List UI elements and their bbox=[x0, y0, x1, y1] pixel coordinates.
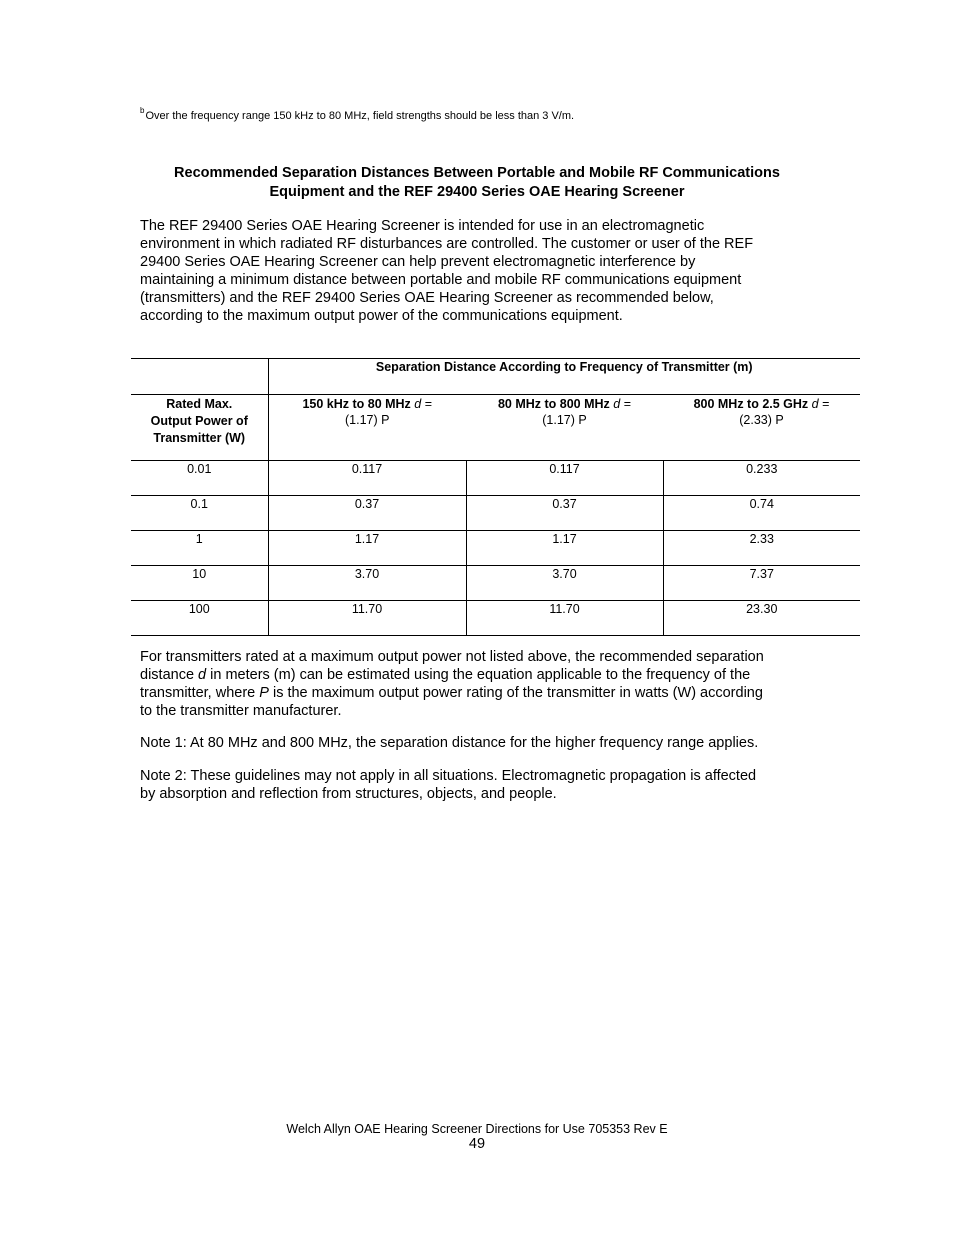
table-header-row bbox=[131, 395, 860, 461]
table-corner-cell bbox=[131, 359, 268, 395]
power-cell: 0.1 bbox=[131, 496, 268, 531]
power-cell: 1 bbox=[131, 531, 268, 566]
power-cell: 100 bbox=[131, 601, 268, 636]
estimation-paragraph bbox=[140, 648, 820, 720]
column-formula: (2.33) P bbox=[739, 413, 784, 427]
section-title bbox=[140, 164, 814, 202]
intro-line: maintaining a minimum distance between portable and mobile RF communications equipment bbox=[140, 272, 742, 288]
column-d-symbol: d bbox=[414, 397, 422, 411]
separation-distance-table bbox=[131, 358, 860, 636]
column-formula: (1.17) P bbox=[542, 413, 587, 427]
distance-cell: 0.74 bbox=[663, 496, 860, 531]
intro-line: 29400 Series OAE Hearing Screener can help prevent electromagnetic interference by bbox=[140, 254, 696, 270]
distance-cell: 1.17 bbox=[268, 531, 466, 566]
distance-cell: 2.33 bbox=[663, 531, 860, 566]
distance-cell: 0.117 bbox=[466, 461, 663, 496]
distance-cell: 3.70 bbox=[268, 566, 466, 601]
column-d-symbol: d bbox=[613, 397, 621, 411]
table-row bbox=[131, 531, 860, 566]
footnote bbox=[140, 106, 575, 122]
intro-line: according to the maximum output power of the communications equipment. bbox=[140, 308, 623, 324]
text-span: in meters (m) can be estimated using the equation applicable to the frequency of the bbox=[206, 667, 751, 683]
column-equals: = bbox=[424, 397, 433, 411]
distance-cell: 11.70 bbox=[466, 601, 663, 636]
section-title-line: Equipment and the REF 29400 Series OAE Hearing Screener bbox=[269, 184, 685, 200]
table-row bbox=[131, 461, 860, 496]
note-2-line: Note 2: These guidelines may not apply in all situations. Electromagnetic propagation is affected bbox=[140, 768, 757, 784]
p-symbol: P bbox=[259, 685, 269, 701]
distance-cell: 3.70 bbox=[466, 566, 663, 601]
rated-power-header-line: Rated Max. bbox=[166, 397, 233, 411]
column-formula: (1.17) P bbox=[345, 413, 390, 427]
text-span: distance bbox=[140, 667, 199, 683]
table-span-header-row bbox=[131, 359, 860, 395]
rated-power-header-line: Transmitter (W) bbox=[153, 431, 246, 445]
rated-power-header bbox=[131, 395, 268, 461]
column-equals: = bbox=[623, 397, 632, 411]
table-span-header: Separation Distance According to Frequency of Transmitter (m) bbox=[268, 359, 860, 395]
distance-cell: 0.37 bbox=[268, 496, 466, 531]
estimation-line: to the transmitter manufacturer. bbox=[140, 703, 342, 719]
estimation-line: For transmitters rated at a maximum output power not listed above, the recommended separation bbox=[140, 649, 764, 665]
distance-cell: 0.37 bbox=[466, 496, 663, 531]
power-cell: 10 bbox=[131, 566, 268, 601]
text-span: transmitter, where bbox=[140, 685, 260, 701]
estimation-line bbox=[140, 684, 820, 702]
distance-cell: 1.17 bbox=[466, 531, 663, 566]
table-row bbox=[131, 566, 860, 601]
intro-line: environment in which radiated RF disturbances are controlled. The customer or user of the REF bbox=[140, 236, 754, 252]
intro-paragraph bbox=[140, 217, 820, 325]
note-1: Note 1: At 80 MHz and 800 MHz, the separation distance for the higher frequency range applies. bbox=[140, 735, 759, 751]
text-span: is the maximum output power rating of the transmitter in watts (W) according bbox=[268, 685, 763, 701]
distance-cell: 7.37 bbox=[663, 566, 860, 601]
note-2-line: by absorption and reflection from structures, objects, and people. bbox=[140, 786, 557, 802]
page-footer: Welch Allyn OAE Hearing Screener Directions for Use 705353 Rev E bbox=[286, 1122, 668, 1136]
footnote-marker: b bbox=[140, 106, 145, 115]
column-header-800mhz-2-5ghz bbox=[663, 395, 860, 461]
estimation-line bbox=[140, 666, 820, 684]
column-header-150khz-80mhz bbox=[268, 395, 466, 461]
power-cell: 0.01 bbox=[131, 461, 268, 496]
distance-cell: 0.233 bbox=[663, 461, 860, 496]
intro-line: The REF 29400 Series OAE Hearing Screener is intended for use in an electromagnetic bbox=[140, 218, 705, 234]
column-range: 150 kHz to 80 MHz bbox=[302, 397, 411, 411]
table-row bbox=[131, 496, 860, 531]
column-equals: = bbox=[822, 397, 830, 411]
distance-cell: 0.117 bbox=[268, 461, 466, 496]
distance-cell: 23.30 bbox=[663, 601, 860, 636]
note-2 bbox=[140, 767, 820, 803]
section-title-line: Recommended Separation Distances Between Portable and Mobile RF Communications bbox=[174, 165, 780, 181]
footnote-text: Over the frequency range 150 kHz to 80 MHz, field strengths should be less than 3 V/m. bbox=[145, 110, 575, 122]
rated-power-header-line: Output Power of bbox=[150, 414, 248, 428]
column-range: 80 MHz to 800 MHz bbox=[497, 397, 610, 411]
column-header-80mhz-800mhz bbox=[466, 395, 663, 461]
column-range: 800 MHz to 2.5 GHz bbox=[693, 397, 809, 411]
intro-line: (transmitters) and the REF 29400 Series OAE Hearing Screener as recommended below, bbox=[140, 290, 714, 306]
table-row bbox=[131, 601, 860, 636]
page-number: 49 bbox=[468, 1136, 486, 1152]
column-d-symbol: d bbox=[811, 397, 819, 411]
d-symbol: d bbox=[198, 667, 207, 683]
distance-cell: 11.70 bbox=[268, 601, 466, 636]
